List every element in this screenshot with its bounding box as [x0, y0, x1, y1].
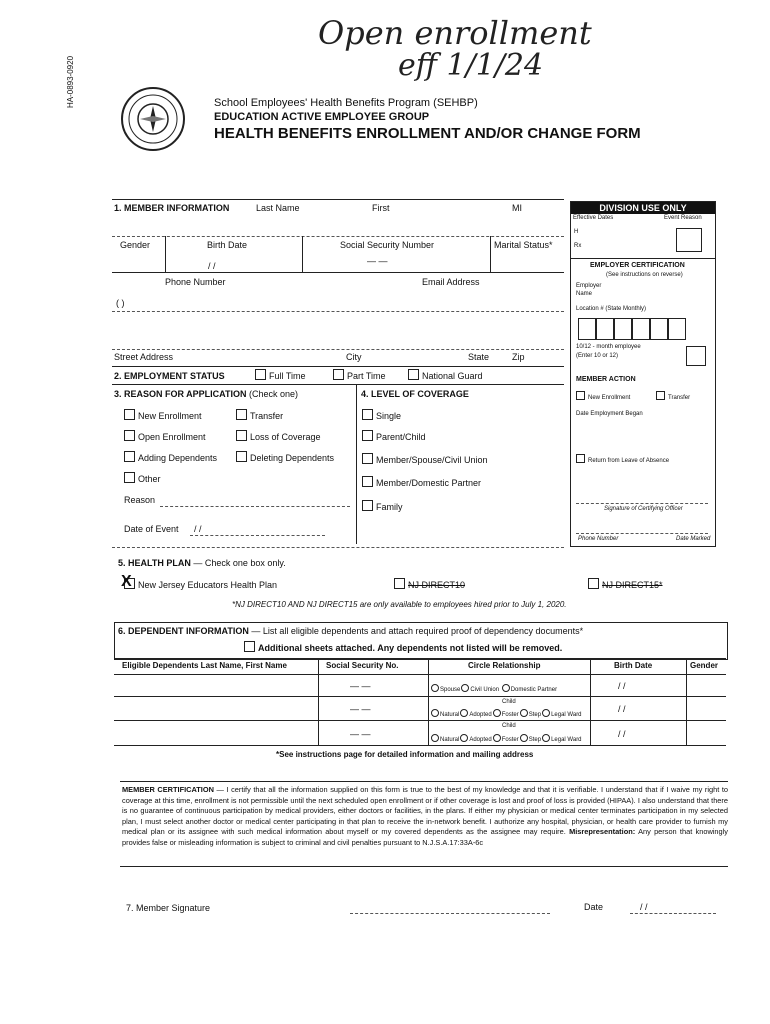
coverage-section-title: 4. LEVEL OF COVERAGE [361, 389, 469, 399]
ssn-label: Social Security Number [340, 240, 435, 250]
first-name-label: First [372, 203, 390, 213]
phone-label: Phone Number [165, 277, 226, 287]
nje-checkbox[interactable]: X [124, 578, 135, 589]
event-date-slashes: / / [194, 524, 202, 534]
division-use-box [570, 201, 716, 547]
health-plan-section-title: 5. HEALTH PLAN — Check one box only. [118, 558, 286, 568]
ssn-dashes: — — [367, 256, 388, 266]
dependent-section-title: 6. DEPENDENT INFORMATION — List all eligible dependents and attach required proof of dependency documents* [118, 626, 584, 636]
national-guard-checkbox[interactable] [408, 369, 419, 380]
form-title: HEALTH BENEFITS ENROLLMENT AND/OR CHANGE FORM [214, 125, 641, 142]
col-gender-header: Gender [690, 661, 719, 670]
form-id: HA-0893-0920 [66, 55, 75, 108]
member-signature-label: 7. Member Signature [126, 903, 211, 913]
signature-date-label: Date [584, 902, 604, 912]
email-label: Email Address [422, 277, 480, 287]
location-digit-box-5[interactable] [650, 318, 668, 340]
open-enrollment-option[interactable]: Open Enrollment [124, 430, 206, 442]
col-birth-header: Birth Date [614, 661, 653, 670]
single-option[interactable]: Single [362, 409, 401, 421]
national-guard-option[interactable]: National Guard [408, 369, 483, 381]
handwritten-note-line1: Open enrollment [318, 14, 592, 52]
location-digit-box-3[interactable] [614, 318, 632, 340]
new-enrollment-option[interactable]: New Enrollment [124, 409, 202, 421]
additional-sheets-option[interactable]: Additional sheets attached. Any dependents not listed will be removed. [244, 641, 562, 653]
state-seal-logo [120, 86, 186, 152]
city-label: City [346, 352, 362, 362]
full-time-checkbox[interactable] [255, 369, 266, 380]
parent-child-option[interactable]: Parent/Child [362, 430, 426, 442]
division-title: DIVISION USE ONLY [571, 202, 715, 214]
reason-section-title: 3. REASON FOR APPLICATION (Check one) [114, 389, 299, 399]
row3-relationship[interactable]: Natural Adopted Foster Step Legal Ward [430, 734, 582, 743]
date-of-event-label: Date of Event [124, 524, 179, 534]
row2-relationship[interactable]: Natural Adopted Foster Step Legal Ward [430, 709, 582, 718]
street-label: Street Address [114, 352, 174, 362]
dependent-footnote: *See instructions page for detailed information and mailing address [276, 750, 534, 759]
transfer-option[interactable]: Transfer [236, 409, 283, 421]
loss-of-coverage-option[interactable]: Loss of Coverage [236, 430, 321, 442]
group-name: EDUCATION ACTIVE EMPLOYEE GROUP [214, 111, 430, 123]
mi-label: MI [512, 203, 522, 213]
phone-paren: ( ) [116, 298, 125, 308]
col-relationship-header: Circle Relationship [468, 661, 541, 670]
location-digit-box-2[interactable] [596, 318, 614, 340]
other-option[interactable]: Other [124, 472, 161, 484]
adding-dependents-option[interactable]: Adding Dependents [124, 451, 217, 463]
nje-option[interactable]: X New Jersey Educators Health Plan [121, 573, 278, 590]
row1-relationship[interactable]: Spouse Civil Union Domestic Partner [430, 684, 557, 693]
nj-direct15-option[interactable]: NJ DIRECT15* [588, 578, 663, 590]
family-option[interactable]: Family [362, 500, 403, 512]
part-time-option[interactable]: Part Time [333, 369, 386, 381]
last-name-label: Last Name [256, 203, 300, 213]
marital-status-label: Marital Status* [494, 240, 553, 250]
zip-label: Zip [512, 352, 525, 362]
col-ssn-header: Social Security No. [326, 661, 399, 670]
member-section-title: 1. MEMBER INFORMATION [114, 203, 230, 213]
col-name-header: Eligible Dependents Last Name, First Name [122, 661, 287, 670]
plan-note: *NJ DIRECT10 AND NJ DIRECT15 are only available to employees hired prior to July 1, 2020. [232, 600, 567, 609]
location-digit-box-6[interactable] [668, 318, 686, 340]
location-digit-box-4[interactable] [632, 318, 650, 340]
reason-label: Reason [124, 495, 156, 505]
employment-section-title: 2. EMPLOYMENT STATUS [114, 371, 225, 381]
spouse-option[interactable]: Member/Spouse/Civil Union [362, 453, 488, 465]
birth-date-slashes: / / [208, 261, 216, 271]
handwritten-note-line2: eff 1/1/24 [398, 48, 544, 83]
state-label: State [468, 352, 490, 362]
member-certification: MEMBER CERTIFICATION — I certify that all the information supplied on this form is true to the best of my knowledge and that it is verifiable. I understand that if I waive my right to coverage at this time, enrollment is not permissible until the next scheduled open enrollment or if other coverage is lost and proof of loss is provided (HIPAA). I also understand that there is no guarantee of continuous participation by medical providers, either doctors or facilities, in the plans. If either my physician or medical center terminates participation in my selected plan, I must select another doctor or medical center participating in that plan to receive the in-network benefit. I authorize any hospital, physician, or health care provider to furnish my medical plan or its assignee with such medical information about myself or my covered dependents as the assignee may require. Misrepresentation: Any person that knowingly provides false or misleading information is subject to criminal and civil penalties pursuant to N.J.S.A.17:33A-6c [122, 785, 728, 847]
birth-date-label: Birth Date [207, 240, 248, 250]
program-name: School Employees' Health Benefits Program (SEHBP) [214, 97, 478, 109]
deleting-dependents-option[interactable]: Deleting Dependents [236, 451, 334, 463]
month-employee-box[interactable] [686, 346, 706, 366]
signature-date-slashes: / / [640, 902, 648, 912]
gender-label: Gender [120, 240, 151, 250]
full-time-option[interactable]: Full Time [255, 369, 306, 381]
part-time-checkbox[interactable] [333, 369, 344, 380]
nj-direct10-option[interactable]: NJ DIRECT10 [394, 578, 465, 590]
location-digit-box-1[interactable] [578, 318, 596, 340]
domestic-partner-option[interactable]: Member/Domestic Partner [362, 476, 481, 488]
event-reason-box[interactable] [676, 228, 702, 252]
